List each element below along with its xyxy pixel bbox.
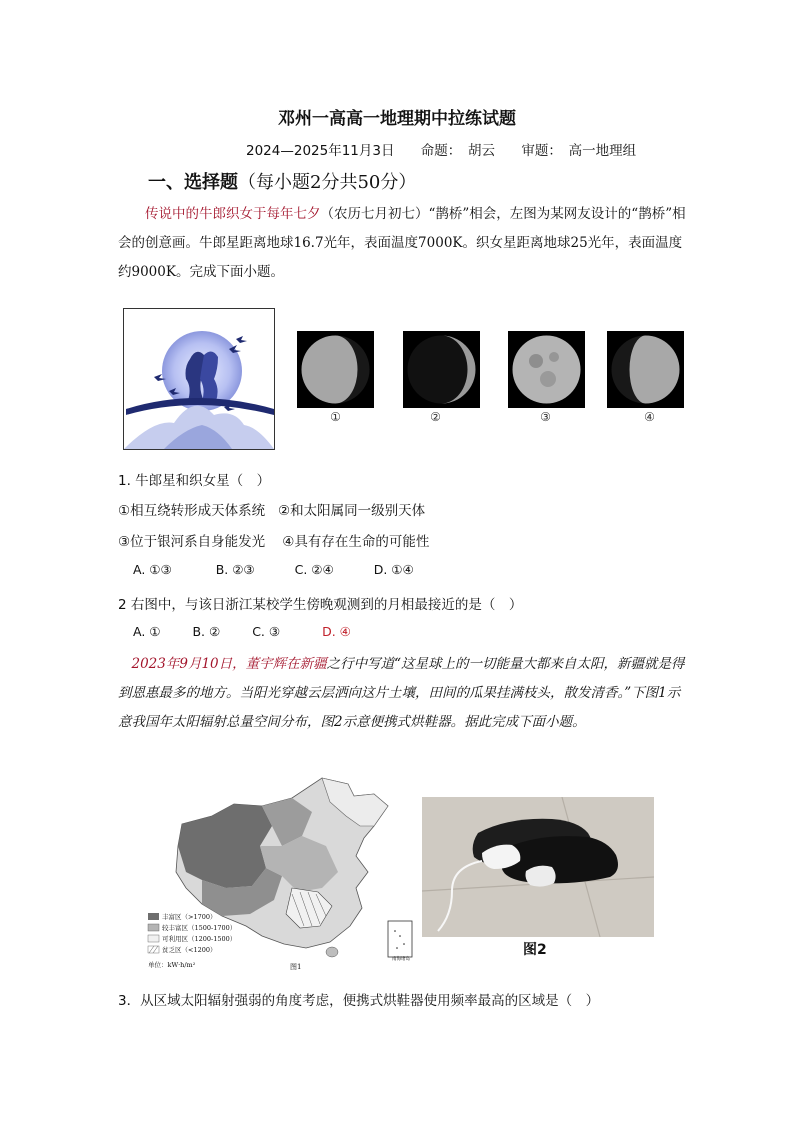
legend-swatch-fairly-rich	[148, 924, 159, 931]
photo-figure-label: 图2	[523, 942, 547, 958]
q2-option-c[interactable]: C. ③	[252, 624, 281, 639]
dryer-unit-2	[526, 866, 556, 887]
legend-item-poor: 贫乏区（<1200）	[162, 946, 217, 954]
section-note: （每小题2分共50分）	[238, 172, 417, 193]
q1-stem: 1. 牛郎星和织女星（ ）	[118, 473, 271, 489]
map-legend	[162, 912, 236, 956]
passage-1	[118, 200, 690, 287]
q1-s3: ③位于银河系自身能发光	[118, 534, 266, 550]
moon-phase-4	[607, 331, 684, 408]
map-unit: 单位：kW·h/m²	[148, 961, 196, 969]
q1-option-b[interactable]: B. ②③	[215, 562, 255, 577]
moon-label-1: ①	[330, 410, 341, 424]
south-china-sea-inset	[388, 921, 412, 957]
legend-item-rich: 丰富区（>1700）	[162, 913, 217, 921]
legend-item-usable: 可利用区（1200-1500）	[162, 935, 237, 943]
q1-statements-b	[118, 530, 429, 550]
q1-option-d[interactable]: D. ①④	[373, 562, 414, 577]
passage-2	[118, 650, 690, 737]
hainan-island	[326, 947, 338, 957]
passage-2-highlight: 2023年9月10日，董宇辉在新疆	[131, 656, 327, 672]
q3-stem: 3．从区域太阳辐射强弱的角度考虑，便携式烘鞋器使用频率最高的区域是（ ）	[118, 993, 600, 1009]
map-figure-label: 图1	[290, 963, 302, 971]
q1-option-a[interactable]: A. ①③	[133, 562, 172, 577]
solar-radiation-map	[142, 776, 418, 972]
q1-statements-a	[118, 499, 425, 519]
passage-1-text: （农历七月初七）“鹊桥”相会，左图为某网友设计的“鹊桥”相会的创意画。牛郎星距离地球16.7光年，表面温度7000K。织女星距离地球25光年，表面温度约9000K。完成下面小题。	[118, 206, 686, 280]
moon-label-3: ③	[540, 410, 551, 424]
magpie-bridge-illustration	[123, 308, 275, 450]
shoe-dryer-drawing	[422, 797, 654, 937]
q2-stem: 2 右图中，与该日浙江某校学生傍晚观测到的月相最接近的是（ ）	[118, 597, 523, 613]
q2-options	[133, 624, 379, 639]
legend-swatch-usable	[148, 935, 159, 942]
exam-meta	[246, 139, 658, 159]
exam-reviewer: 审题： 高一地理组	[521, 143, 637, 159]
q1-s2: ②和太阳属同一级别天体	[277, 503, 426, 519]
section-title: 一、选择题	[148, 172, 238, 193]
magpie-bridge-drawing	[124, 309, 274, 449]
moon-label-4: ④	[644, 410, 655, 424]
shoe-dryer-photo	[422, 797, 654, 937]
q2-option-b[interactable]: B. ②	[192, 624, 221, 639]
q2-option-a[interactable]: A. ①	[133, 624, 161, 639]
section-heading	[148, 168, 416, 194]
moon-phase-1	[297, 331, 374, 408]
moon-phase-3	[508, 331, 585, 408]
magpie-bird	[236, 336, 247, 343]
passage-2-text: 之行中写道“这星球上的一切能量大都来自太阳，新疆就是得到恩惠最多的地方。当阳光穿越云层洒向这片土壤，田间的瓜果挂满枝头，散发清香。”下图1示意我国年太阳辐射总量空间分布，图2示意便携式烘鞋器。据此完成下面小题。	[118, 656, 685, 730]
exam-date: 2024—2025年11月3日	[246, 143, 395, 159]
q2-option-d[interactable]: D. ④	[322, 624, 351, 639]
exam-author: 命题： 胡云	[420, 143, 496, 159]
legend-item-fairly-rich: 较丰富区（1500-1700）	[162, 924, 237, 932]
q1-s4: ④具有存在生命的可能性	[282, 534, 430, 550]
q1-s1: ①相互绕转形成天体系统	[118, 503, 266, 519]
q1-option-c[interactable]: C. ②④	[294, 562, 334, 577]
moon-phase-2	[403, 331, 480, 408]
page-title: 邓州一高高一地理期中拉练试题	[278, 109, 516, 129]
legend-swatch-rich	[148, 913, 159, 920]
q1-options	[133, 562, 442, 577]
moon-label-2: ②	[430, 410, 441, 424]
passage-1-highlight: 传说中的牛郎织女于每年七夕	[145, 206, 321, 222]
map-inset-label: 南海诸岛	[392, 957, 410, 962]
